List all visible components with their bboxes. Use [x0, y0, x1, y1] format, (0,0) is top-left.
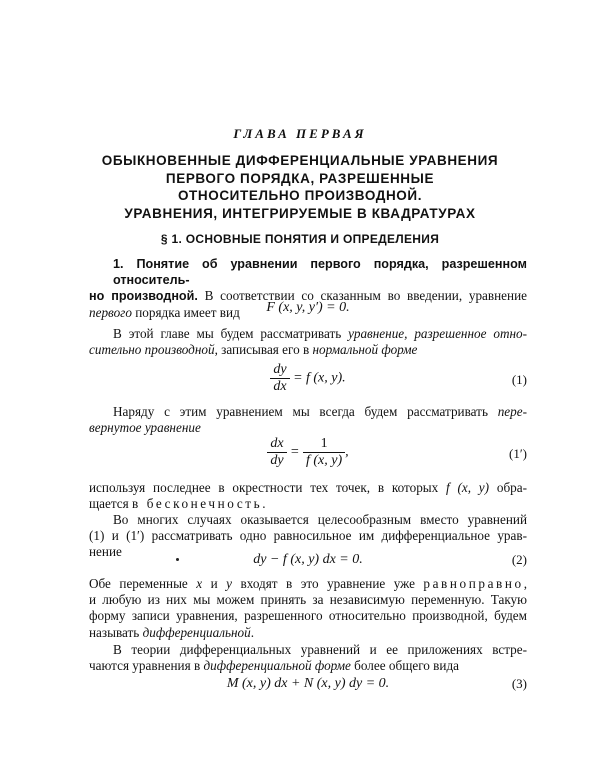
- p1-text-a: В соответствии со сказанным во введении, уравнение: [197, 288, 527, 304]
- chapter-title-line-1: ОБЫКНОВЕННЫЕ ДИФФЕРЕНЦИАЛЬНЫЕ УРАВНЕНИЯ: [101, 153, 499, 168]
- paragraph-7: [89, 642, 527, 674]
- p7-text-2: более общего вида: [350, 658, 460, 674]
- p4-spaced: в бесконечность: [132, 496, 263, 512]
- chapter-heading: ГЛАВА ПЕРВАЯ: [233, 126, 367, 141]
- formula-3-label: (3): [511, 676, 527, 691]
- p7-line-2: [89, 658, 527, 674]
- p4-period: .: [262, 496, 266, 512]
- formula-3: [89, 676, 527, 706]
- p7-italic: дифференциальной форме: [203, 658, 351, 674]
- p1-text-b: порядка имеет вид: [131, 304, 240, 320]
- chapter-title: [0, 152, 600, 222]
- formula-3-expr: M (x, y) dx + N (x, y) dy = 0.: [226, 676, 390, 691]
- p2-italic-2: сительно производной: [89, 342, 215, 358]
- formula-1-prime: [89, 436, 527, 474]
- p6-italic: дифференциальной: [142, 624, 251, 640]
- formula-2-label: (2): [511, 552, 527, 567]
- p1-line-1: [89, 256, 527, 288]
- formula-1p-right-denominator: f (x, y): [306, 453, 343, 468]
- formula-2-expr: dy − f (x, y) dx = 0.: [253, 552, 363, 567]
- p5-line-2: (1) и (1′) рассматривать одно равносильное им дифференциальное урав-: [89, 528, 527, 544]
- formula-1p-fraction-right: [303, 436, 345, 469]
- subsection-heading-a: 1. Понятие об уравнении первого порядка, разрешенном относитель-: [113, 257, 527, 288]
- paragraph-2: [89, 326, 527, 358]
- p6-line-1: [89, 576, 527, 592]
- paragraph-4: [89, 480, 527, 512]
- p4-text-2: обра-: [489, 480, 527, 495]
- p4-text-3: щается: [89, 496, 133, 512]
- p4-math-1: f (x, y): [446, 480, 490, 495]
- formula-1-fraction: [270, 362, 289, 395]
- formula-general-expr: F (x, y, y′) = 0.: [266, 300, 350, 315]
- chapter-title-line-2: ПЕРВОГО ПОРЯДКА, РАЗРЕШЕННЫЕ: [165, 170, 435, 186]
- p3-italic-2: вернутое уравнение: [89, 420, 201, 436]
- p6-var-x: x: [196, 576, 203, 591]
- p2-italic-1: уравнение, разрешенное отно-: [348, 326, 527, 341]
- formula-1p-comma: ,: [345, 444, 349, 460]
- formula-1p-denominator: dy: [270, 453, 284, 468]
- section-heading: § 1. ОСНОВНЫЕ ПОНЯТИЯ И ОПРЕДЕЛЕНИЯ: [160, 232, 440, 246]
- formula-1-numerator: dy: [270, 362, 289, 379]
- formula-1-denominator: dx: [273, 379, 287, 394]
- p6-text-2: и: [202, 576, 227, 591]
- formula-1p-numerator: dx: [267, 436, 286, 453]
- p4-text-1: используя последнее в окрестности тех точек, в которых: [89, 480, 447, 495]
- formula-1: [89, 362, 527, 398]
- p5-line-3: нение: [89, 544, 122, 560]
- p3-italic-1: пере-: [497, 404, 527, 419]
- p6-spaced: равноправно: [423, 576, 524, 591]
- p6-line-4: [89, 625, 527, 641]
- p6-period: .: [250, 624, 255, 640]
- formula-1p-label: (1′): [508, 446, 527, 461]
- formula-1-label: (1): [511, 372, 527, 387]
- p6-text-4: называть: [89, 624, 143, 640]
- p3-line-1: [89, 404, 527, 420]
- p4-line-1: [89, 480, 527, 496]
- paragraph-3: [89, 404, 527, 436]
- paragraph-6: [89, 576, 527, 641]
- chapter-title-line-3: ОТНОСИТЕЛЬНО ПРОИЗВОДНОЙ.: [177, 188, 423, 203]
- p3-text-1: Наряду с этим уравнением мы всегда будем рассматривать: [113, 404, 498, 419]
- p7-text-1: чаются уравнения в: [89, 658, 204, 674]
- subsection-heading-b: но производной.: [89, 289, 198, 304]
- p2-line-2: [89, 342, 527, 358]
- p6-line-3: форму записи уравнения, разрешенного относительно производной, будем: [89, 608, 527, 624]
- p3-line-2: [89, 420, 527, 436]
- p6-var-y: y: [226, 576, 233, 591]
- formula-1-rhs: = f (x, y).: [293, 370, 346, 386]
- p2-line-1: [89, 326, 527, 342]
- p6-text-3: входят в это уравнение уже: [232, 576, 424, 591]
- p2-italic-3: нормальной форме: [312, 342, 418, 358]
- formula-1-prime-expr: [89, 436, 527, 469]
- chapter-title-line-4: УРАВНЕНИЯ, ИНТЕГРИРУЕМЫЕ В КВАДРАТУРАХ: [124, 205, 476, 221]
- p7-line-1: В теории дифференциальных уравнений и ее приложениях встре-: [113, 642, 527, 657]
- p6-text-1: Обе переменные: [89, 576, 197, 591]
- p4-line-2: [89, 496, 527, 512]
- p2-text-1: В этой главе мы будем рассматривать: [113, 326, 349, 341]
- p5-line-1: Во многих случаях оказывается целесообразным вместо уравнений: [113, 512, 527, 527]
- p6-line-2: и любую из них мы можем принять за независимую переменную. Такую: [89, 592, 527, 608]
- formula-1-expr: [89, 362, 527, 395]
- formula-1p-fraction-left: [267, 436, 286, 469]
- p1-word-first: первого: [89, 304, 132, 320]
- p6-comma: ,: [523, 576, 528, 591]
- formula-1p-equals: =: [290, 444, 300, 460]
- p2-text-2: , записывая его в: [214, 342, 313, 358]
- formula-1p-right-numerator: 1: [303, 436, 345, 453]
